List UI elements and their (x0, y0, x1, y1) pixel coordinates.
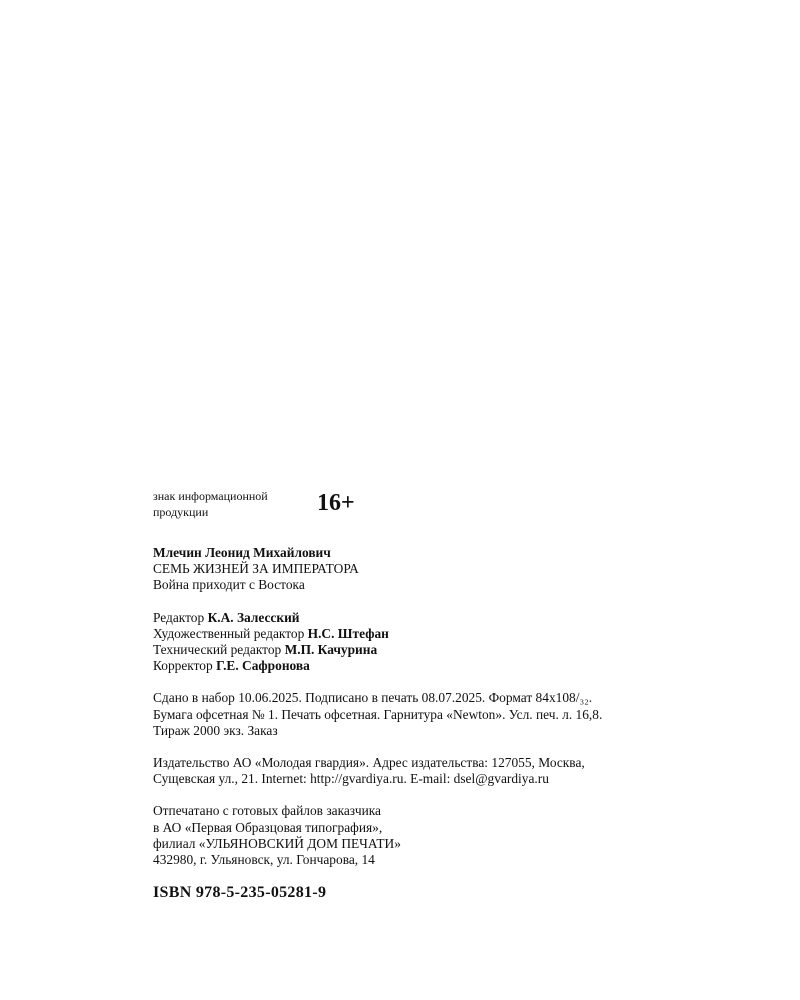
publisher-line: Сущевская ул., 21. Internet: http://gvardiya.ru. E-mail: dsel@gvardiya.ru (153, 771, 549, 787)
credit-role: Корректор (153, 658, 213, 674)
credit-role: Редактор (153, 609, 205, 625)
credit-role: Художественный редактор (153, 625, 305, 641)
book-title: СЕМЬ ЖИЗНЕЙ ЗА ИМПЕРАТОРА (153, 561, 359, 577)
book-author: Млечин Леонид Михайлович (153, 545, 331, 560)
credits-block (153, 610, 753, 675)
isbn: ISBN 978-5-235-05281-9 (153, 884, 327, 901)
book-subtitle: Война приходит с Востока (153, 577, 305, 593)
publisher-line: Издательство АО «Молодая гвардия». Адрес издательства: 127055, Москва, (153, 755, 585, 771)
printer-line: 432980, г. Ульяновск, ул. Гончарова, 14 (153, 852, 375, 868)
printer-line: в АО «Первая Образцовая типография», (153, 819, 383, 835)
credit-technical-editor (153, 642, 753, 658)
credit-name: К.А. Залесский (207, 609, 300, 625)
imprint-text (153, 545, 753, 868)
publisher-block (153, 755, 753, 787)
printer-block (153, 803, 753, 868)
production-line: Тираж 2000 экз. Заказ (153, 722, 278, 738)
credit-name: Н.С. Штефан (307, 625, 389, 641)
credit-name: Г.Е. Сафронова (216, 658, 310, 674)
book-info-block (153, 545, 753, 594)
age-rating-caption-line2: продукции (153, 505, 209, 519)
age-rating-caption (153, 488, 313, 520)
age-rating-caption-line1: знак информационной (153, 489, 268, 503)
production-line: Бумага офсетная № 1. Печать офсетная. Гарнитура «Newton». Усл. печ. л. 16,8. (153, 706, 603, 722)
credit-art-editor (153, 626, 753, 642)
credit-editor (153, 610, 753, 626)
age-rating-block (153, 488, 355, 520)
age-rating-mark: 16+ (317, 489, 355, 516)
printer-line: Отпечатано с готовых файлов заказчика (153, 803, 381, 819)
credit-name: М.П. Качурина (284, 642, 378, 658)
credit-proofreader (153, 658, 753, 674)
printer-line: филиал «УЛЬЯНОВСКИЙ ДОМ ПЕЧАТИ» (153, 835, 401, 851)
credit-role: Технический редактор (153, 642, 282, 658)
production-line: Сдано в набор 10.06.2025. Подписано в печать 08.07.2025. Формат 84x108/₃₂. (153, 690, 593, 706)
production-block (153, 690, 753, 739)
